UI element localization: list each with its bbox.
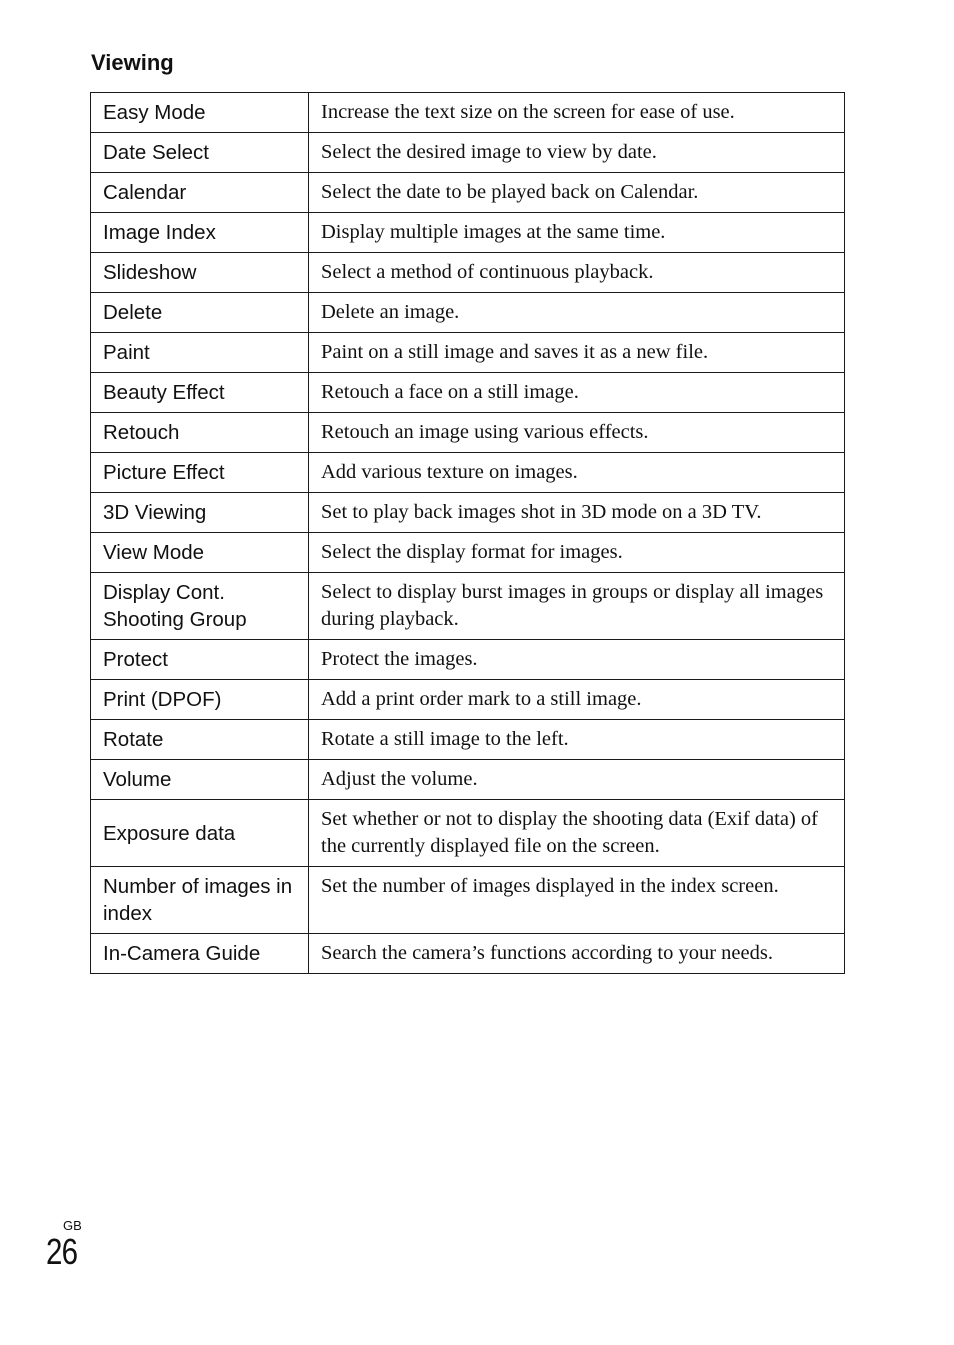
table-row (91, 934, 845, 974)
menu-item-name: Slideshow (91, 253, 309, 293)
table-row (91, 213, 845, 253)
menu-item-description: Select the display format for images. (309, 533, 845, 573)
table-row (91, 333, 845, 373)
table-row (91, 533, 845, 573)
menu-item-name: Print (DPOF) (91, 680, 309, 720)
table-row (91, 493, 845, 533)
menu-item-description: Adjust the volume. (309, 760, 845, 800)
menu-item-name: Delete (91, 293, 309, 333)
menu-item-description: Select the desired image to view by date. (309, 133, 845, 173)
table-row (91, 573, 845, 640)
section-title: Viewing (91, 50, 174, 75)
menu-item-description: Display multiple images at the same time. (309, 213, 845, 253)
menu-item-name: Retouch (91, 413, 309, 453)
menu-item-description: Add a print order mark to a still image. (309, 680, 845, 720)
table-row (91, 173, 845, 213)
table-row (91, 760, 845, 800)
menu-item-name: Rotate (91, 720, 309, 760)
table-row (91, 453, 845, 493)
menu-item-description: Increase the text size on the screen for ease of use. (309, 93, 845, 133)
menu-item-description: Retouch an image using various effects. (309, 413, 845, 453)
menu-item-description: Search the camera’s functions according to your needs. (309, 934, 845, 974)
menu-item-description: Protect the images. (309, 640, 845, 680)
menu-item-name: Protect (91, 640, 309, 680)
menu-item-name: Beauty Effect (91, 373, 309, 413)
menu-item-name: In-Camera Guide (91, 934, 309, 974)
table-row (91, 720, 845, 760)
table-row (91, 800, 845, 867)
table-row (91, 133, 845, 173)
menu-item-name: Display Cont. Shooting Group (91, 573, 309, 640)
menu-item-name: Number of images in index (91, 867, 309, 934)
table-row (91, 93, 845, 133)
menu-item-name: Easy Mode (91, 93, 309, 133)
table-row (91, 640, 845, 680)
menu-item-description: Retouch a face on a still image. (309, 373, 845, 413)
table-row (91, 253, 845, 293)
menu-item-description: Paint on a still image and saves it as a new file. (309, 333, 845, 373)
menu-item-description: Rotate a still image to the left. (309, 720, 845, 760)
menu-item-description: Delete an image. (309, 293, 845, 333)
viewing-menu-table (90, 92, 845, 974)
menu-item-description: Select to display burst images in groups or display all images during playback. (309, 573, 845, 640)
menu-item-name: Calendar (91, 173, 309, 213)
menu-item-name: Volume (91, 760, 309, 800)
menu-item-name: Paint (91, 333, 309, 373)
menu-item-name: Date Select (91, 133, 309, 173)
menu-item-name: 3D Viewing (91, 493, 309, 533)
menu-item-description: Set to play back images shot in 3D mode on a 3D TV. (309, 493, 845, 533)
menu-item-description: Set whether or not to display the shooting data (Exif data) of the currently displayed file on the screen. (309, 800, 845, 867)
menu-item-name: Picture Effect (91, 453, 309, 493)
table-row (91, 373, 845, 413)
menu-item-name: Exposure data (91, 800, 309, 867)
menu-item-description: Select the date to be played back on Calendar. (309, 173, 845, 213)
page-number: 26 (46, 1231, 78, 1272)
menu-item-description: Add various texture on images. (309, 453, 845, 493)
menu-item-description: Select a method of continuous playback. (309, 253, 845, 293)
table-row (91, 680, 845, 720)
table-row (91, 413, 845, 453)
menu-item-description: Set the number of images displayed in the index screen. (309, 867, 845, 934)
page-locale-label: GB (63, 1218, 82, 1233)
table-row (91, 293, 845, 333)
menu-item-name: View Mode (91, 533, 309, 573)
menu-item-name: Image Index (91, 213, 309, 253)
table-row (91, 867, 845, 934)
